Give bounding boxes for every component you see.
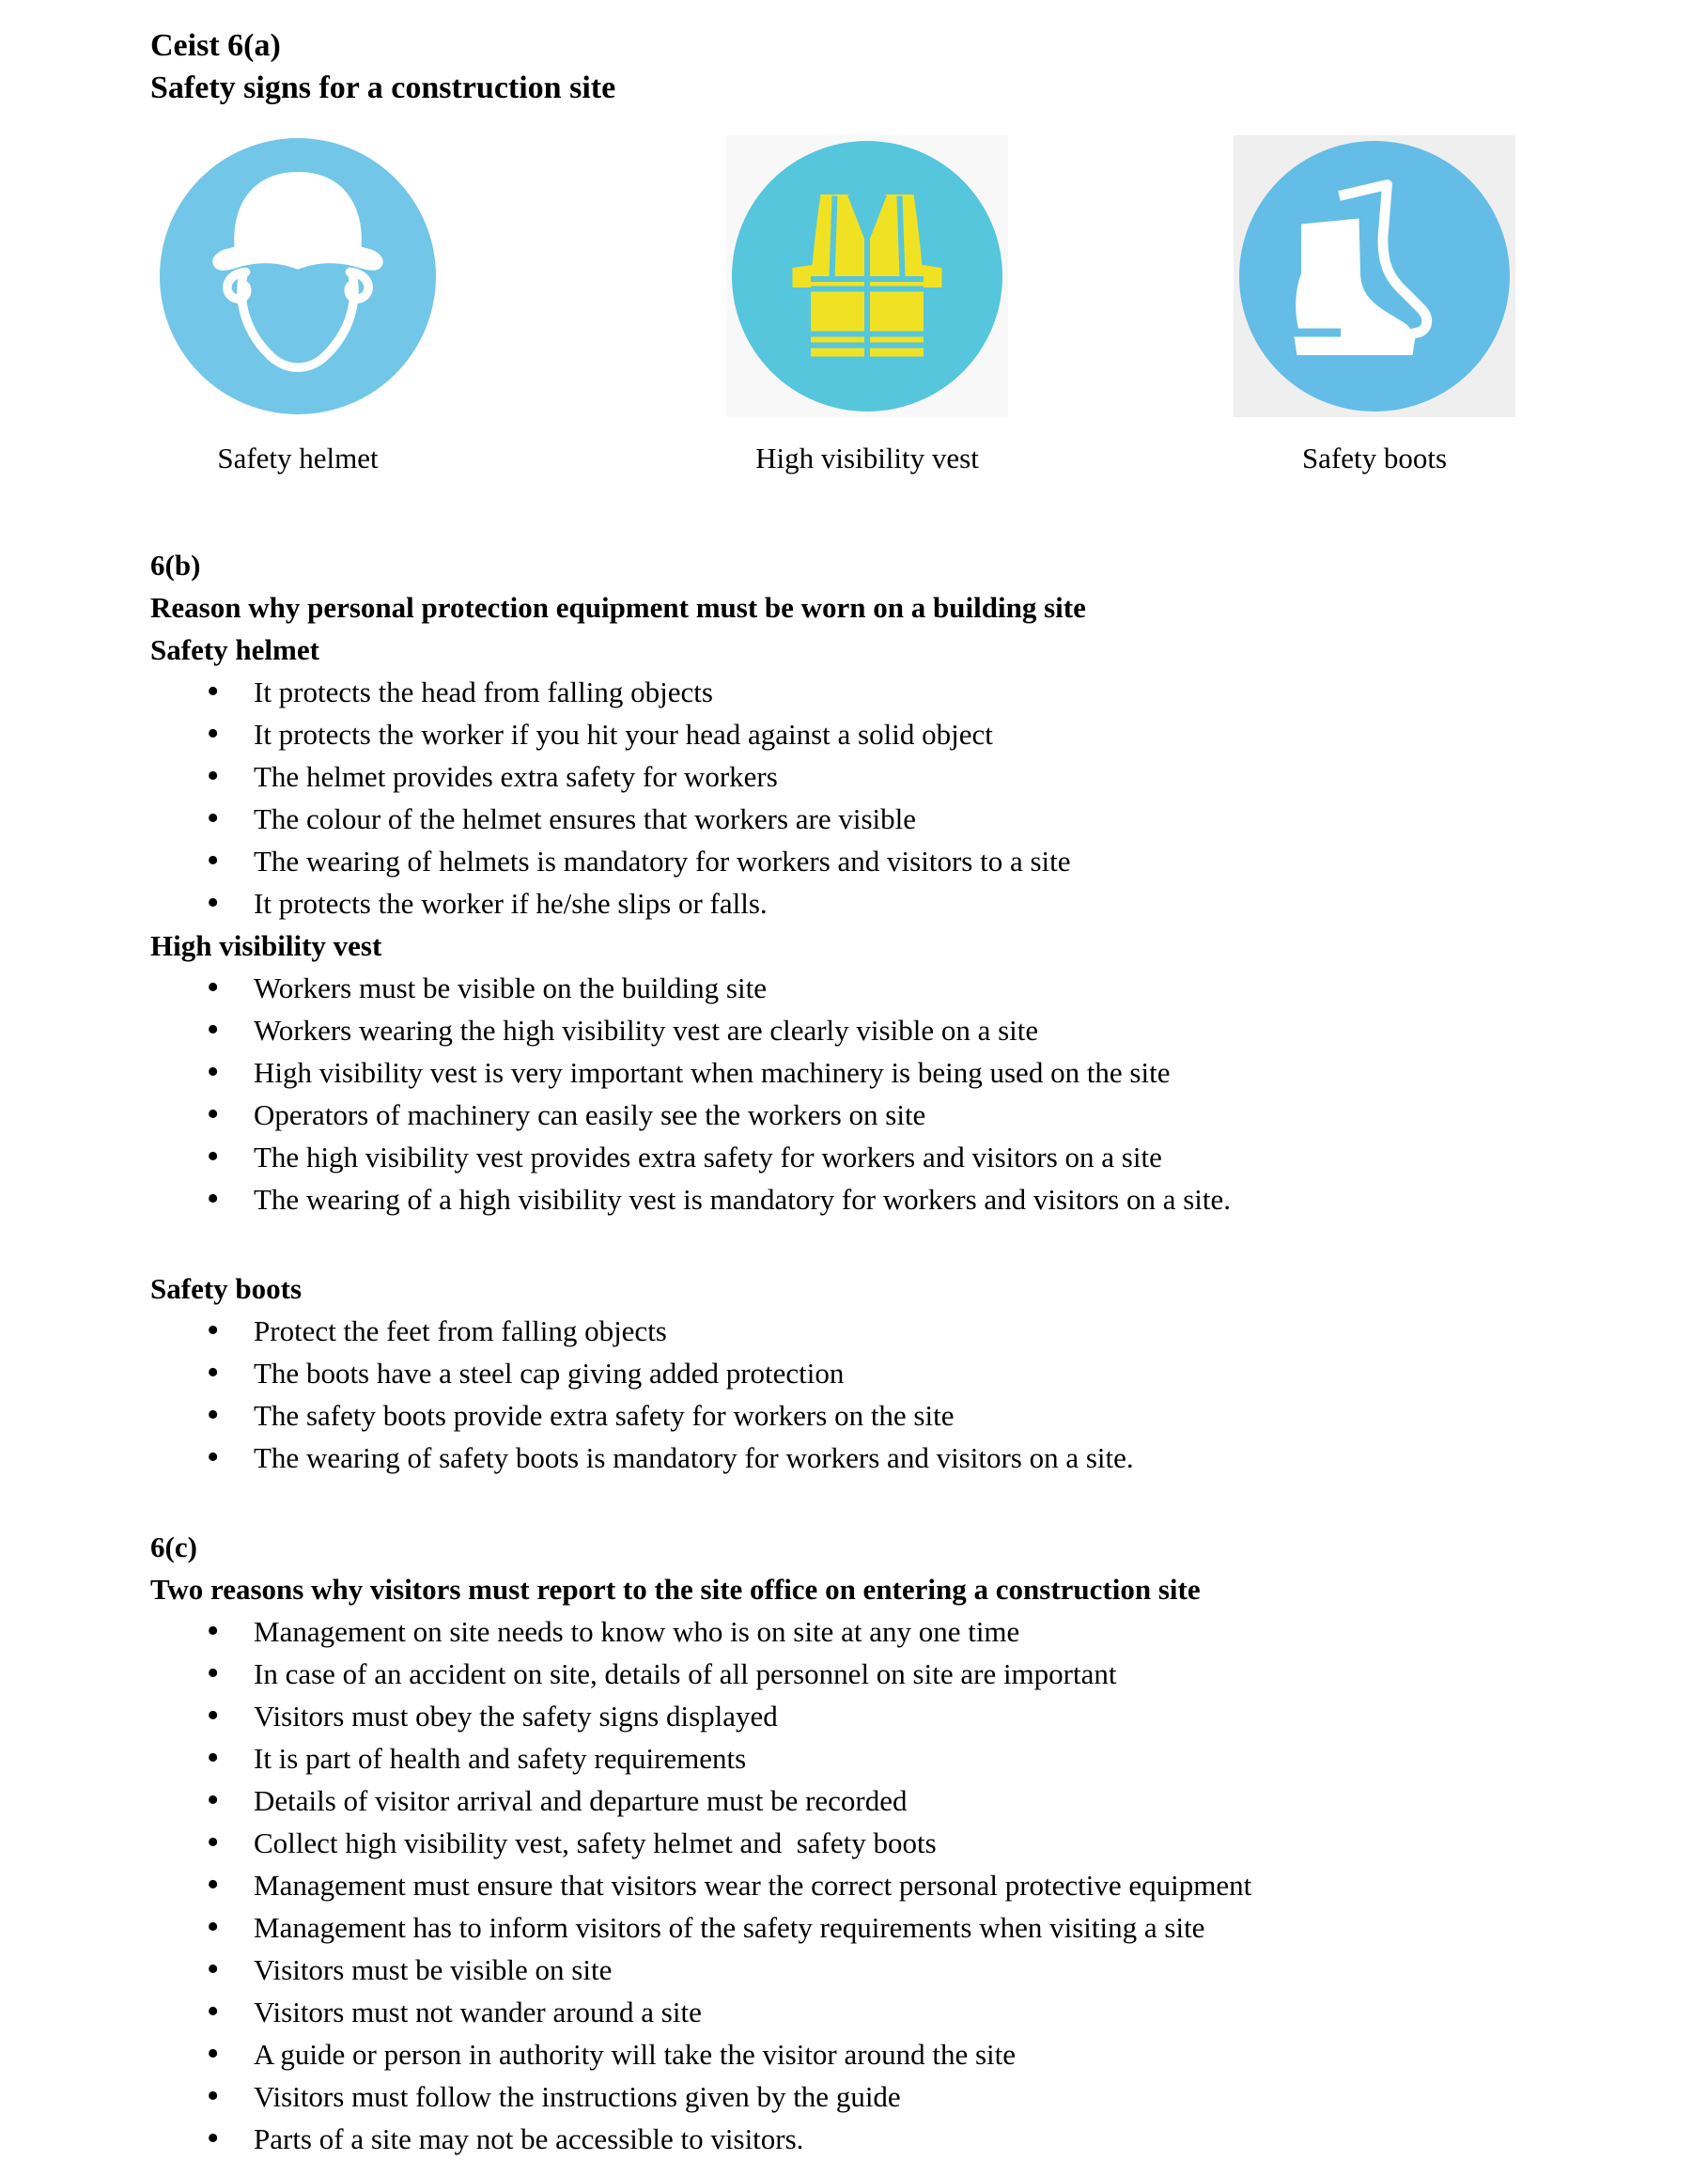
bullet-item: • Collect high visibility vest, safety helmet and safety boots — [150, 1822, 1567, 1864]
bullet-item: • Management has to inform visitors of the safety requirements when visiting a site — [150, 1906, 1567, 1949]
safety-helmet-bullet-list — [150, 671, 1567, 925]
bullet-item: • The safety boots provide extra safety for workers on the site — [150, 1394, 1567, 1437]
safety-boots-sign — [1229, 135, 1520, 477]
bullet-item: • Details of visitor arrival and departure must be recorded — [150, 1779, 1567, 1822]
boots-icon-svg — [1234, 135, 1515, 417]
group-head-high-visibility-vest: High visibility vest — [150, 929, 382, 962]
section-6c-number: 6(c) — [150, 1531, 197, 1563]
bullet-item: • Visitors must not wander around a site — [150, 1991, 1567, 2033]
bullet-item: • The wearing of safety boots is mandatory for workers and visitors on a site. — [150, 1437, 1567, 1479]
page-subtitle: Safety signs for a construction site — [150, 70, 616, 105]
bullet-item: • It protects the worker if he/she slips or falls. — [150, 882, 1567, 925]
safety-helmet-sign — [152, 135, 443, 477]
bullet-item: • The colour of the helmet ensures that workers are visible — [150, 798, 1567, 840]
bullet-item: • The wearing of a high visibility vest is mandatory for workers and visitors on a site. — [150, 1178, 1567, 1220]
page-title — [150, 24, 1567, 109]
section-6c — [150, 1526, 1567, 2160]
hi-vis-vest-icon-svg — [726, 135, 1008, 417]
sign-label-safety-helmet: Safety helmet — [217, 442, 379, 474]
bullet-item: • Visitors must be visible on site — [150, 1949, 1567, 1991]
bullet-item: • In case of an accident on site, details of all personnel on site are important — [150, 1653, 1567, 1695]
bullet-item: • The wearing of helmets is mandatory for workers and visitors to a site — [150, 840, 1567, 882]
bullet-item: • Operators of machinery can easily see the workers on site — [150, 1094, 1567, 1136]
safety-boots-bullet-list — [150, 1310, 1567, 1479]
group-head-safety-boots: Safety boots — [150, 1272, 303, 1305]
safety-signs-row — [150, 135, 1567, 497]
bullet-item: • Workers must be visible on the building site — [150, 967, 1567, 1009]
bullet-item: • The boots have a steel cap giving added protection — [150, 1352, 1567, 1394]
question-number-6a: Ceist 6(a) — [150, 28, 281, 63]
section-6b — [150, 544, 1567, 1479]
bullet-item: • Visitors must follow the instructions given by the guide — [150, 2075, 1567, 2118]
bullet-item: • Visitors must obey the safety signs displayed — [150, 1695, 1567, 1737]
sign-label-safety-boots: Safety boots — [1301, 442, 1448, 474]
bullet-item: • Workers wearing the high visibility vest are clearly visible on a site — [150, 1009, 1567, 1051]
high-visibility-vest-sign — [722, 135, 1013, 477]
boots-icon — [1234, 135, 1515, 417]
bullet-item: • Management on site needs to know who is on site at any one time — [150, 1610, 1567, 1653]
bullet-item: • A guide or person in authority will take the visitor around the site — [150, 2033, 1567, 2075]
section-6c-heading: Two reasons why visitors must report to the site office on entering a construction site — [150, 1573, 1201, 1606]
bullet-item: • Management must ensure that visitors wear the correct personal protective equipment — [150, 1864, 1567, 1906]
hi-vis-vest-icon — [726, 135, 1008, 417]
bullet-item: • It protects the worker if you hit your head against a solid object — [150, 713, 1567, 755]
bullet-item: • It is part of health and safety requirements — [150, 1737, 1567, 1779]
group-head-safety-helmet: Safety helmet — [150, 633, 319, 666]
bullet-item: • The helmet provides extra safety for workers — [150, 755, 1567, 798]
bullet-item: • The high visibility vest provides extra safety for workers and visitors on a site — [150, 1136, 1567, 1178]
bullet-item: • It protects the head from falling objects — [150, 671, 1567, 713]
helmet-icon-svg — [157, 135, 439, 417]
helmet-icon — [157, 135, 439, 417]
bullet-item: • Parts of a site may not be accessible to visitors. — [150, 2118, 1567, 2160]
section-6b-heading: Reason why personal protection equipment must be worn on a building site — [150, 591, 1086, 624]
bullet-item: • High visibility vest is very important when machinery is being used on the site — [150, 1051, 1567, 1094]
high-visibility-vest-bullet-list — [150, 967, 1567, 1220]
visitors-report-bullet-list — [150, 1610, 1567, 2160]
bullet-item: • Protect the feet from falling objects — [150, 1310, 1567, 1352]
sign-label-high-visibility-vest: High visibility vest — [755, 442, 979, 474]
section-6b-number: 6(b) — [150, 549, 201, 582]
